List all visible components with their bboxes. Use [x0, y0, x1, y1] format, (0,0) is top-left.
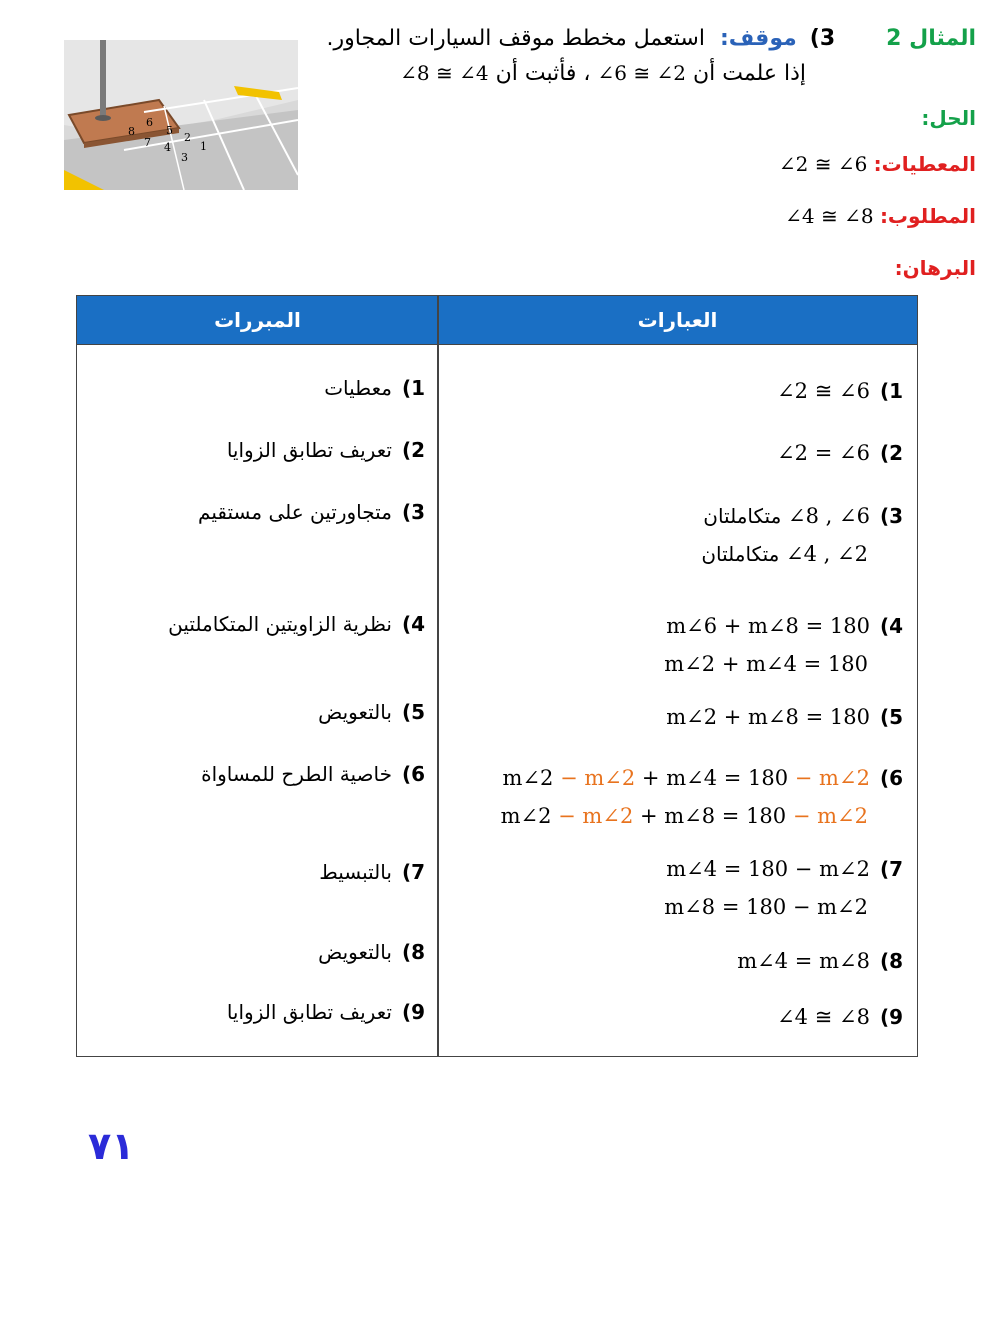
reason-5: 5)بالتعويض	[318, 700, 425, 724]
question-prove: ∠8 ≅ ∠4	[400, 61, 489, 85]
question-given: ∠6 ≅ ∠2	[597, 61, 686, 85]
reason-9: 9)تعريف تطابق الزوايا	[226, 1000, 425, 1024]
statement-text: ∠8 , ∠6	[787, 504, 870, 528]
reason-text: خاصية الطرح للمساواة	[201, 762, 392, 786]
statement-suffix: متكاملتان	[703, 504, 782, 528]
angle-label-1: 1	[200, 140, 207, 153]
question-line	[320, 56, 806, 91]
proof-table	[76, 295, 918, 1057]
statement-text: m∠2 + m∠4 = 180	[664, 652, 868, 676]
example-header	[320, 22, 976, 91]
required-label: المطلوب:	[879, 204, 976, 228]
reason-8: 8)بالتعويض	[318, 940, 425, 964]
angle-label-7: 7	[144, 136, 151, 149]
statement-text: ∠2 ≅ ∠6	[777, 379, 870, 403]
table-header	[77, 296, 917, 345]
given-row	[779, 152, 976, 176]
statement-3: 3)∠8 , ∠6 متكاملتان ∠4 , ∠2 متكاملتان	[701, 497, 903, 573]
reason-text: معطيات	[324, 376, 392, 400]
statement-text: m∠4 = m∠8	[737, 949, 870, 973]
statement-text: m∠4 = 180 − m∠2	[666, 857, 870, 881]
problem-number: 3)	[809, 26, 836, 51]
statement-text: m∠6 + m∠8 = 180	[666, 614, 870, 638]
statement-8: 8)m∠4 = m∠8	[737, 942, 903, 980]
example-label: المثال 2	[886, 26, 976, 51]
angle-label-5: 5	[166, 124, 173, 137]
statement-text: ∠4 ≅ ∠8	[777, 1005, 870, 1029]
statement-2: 2)∠2 = ∠6	[777, 434, 903, 472]
statement-text: m∠2 + m∠8 = 180	[666, 705, 870, 729]
statement-4: 4)m∠6 + m∠8 = 180 m∠2 + m∠4 = 180	[664, 607, 903, 683]
statement-5: 5)m∠2 + m∠8 = 180	[666, 698, 903, 736]
parking-lot-figure	[64, 40, 298, 190]
required-row	[785, 204, 976, 228]
reason-text: تعريف تطابق الزوايا	[226, 1000, 392, 1024]
question-mid: ، فأثبت أن	[495, 61, 591, 86]
statement-suffix: متكاملتان	[701, 542, 780, 566]
statement-text: m∠8 = 180 − m∠2	[664, 895, 868, 919]
statement-text: ∠2 = ∠6	[777, 441, 870, 465]
proof-label: البرهان:	[894, 256, 976, 280]
header-statements: العبارات	[637, 308, 718, 332]
angle-label-8: 8	[128, 125, 135, 138]
solution-label-row	[921, 106, 976, 130]
reason-6: 6)خاصية الطرح للمساواة	[201, 762, 425, 786]
page-number: ٧١	[88, 1124, 135, 1168]
column-divider	[437, 296, 439, 1056]
header-reasons: المبررات	[214, 308, 301, 332]
proof-label-row	[895, 256, 976, 280]
angle-label-3: 3	[181, 151, 188, 164]
given-value: ∠2 ≅ ∠6	[778, 152, 868, 176]
given-label: المعطيات:	[873, 152, 976, 176]
angle-label-2: 2	[184, 131, 191, 144]
angle-label-4: 4	[164, 141, 171, 154]
reason-text: بالتبسيط	[319, 860, 392, 884]
reason-2: 2)تعريف تطابق الزوايا	[226, 438, 425, 462]
statement-1	[777, 372, 903, 410]
instruction-text: استعمل مخطط موقف السيارات المجاور.	[326, 26, 705, 51]
angle-label-6: 6	[146, 116, 153, 129]
solution-label: الحل:	[921, 106, 976, 130]
reason-7: 7)بالتبسيط	[319, 860, 425, 884]
statement-9: 9)∠4 ≅ ∠8	[777, 998, 903, 1036]
reason-text: متجاورتين على مستقيم	[198, 500, 392, 524]
required-value: ∠4 ≅ ∠8	[785, 204, 874, 228]
row-number: 1)	[879, 379, 903, 403]
reason-text: نظرية الزاويتين المتكاملتين	[168, 612, 392, 636]
statement-text: ∠4 , ∠2	[786, 542, 868, 566]
statement-6: 6)m∠2 − m∠2 + m∠4 = 180 − m∠2 m∠2 − m∠2 + m∠8 = 180 − m∠2	[500, 766, 903, 828]
reason-text: بالتعويض	[318, 940, 392, 964]
reason-4: 4)نظرية الزاويتين المتكاملتين	[168, 612, 425, 636]
reason-text: تعريف تطابق الزوايا	[226, 438, 392, 462]
reason-text: بالتعويض	[318, 700, 392, 724]
situation-label: موقف:	[719, 26, 797, 51]
statement-7: 7)m∠4 = 180 − m∠2 m∠8 = 180 − m∠2	[664, 850, 903, 926]
reason-3: 3)متجاورتين على مستقيم	[198, 500, 425, 524]
question-prefix: إذا علمت أن	[692, 61, 806, 86]
reason-1: 1)معطيات	[324, 376, 425, 400]
example-title-line	[320, 22, 976, 56]
